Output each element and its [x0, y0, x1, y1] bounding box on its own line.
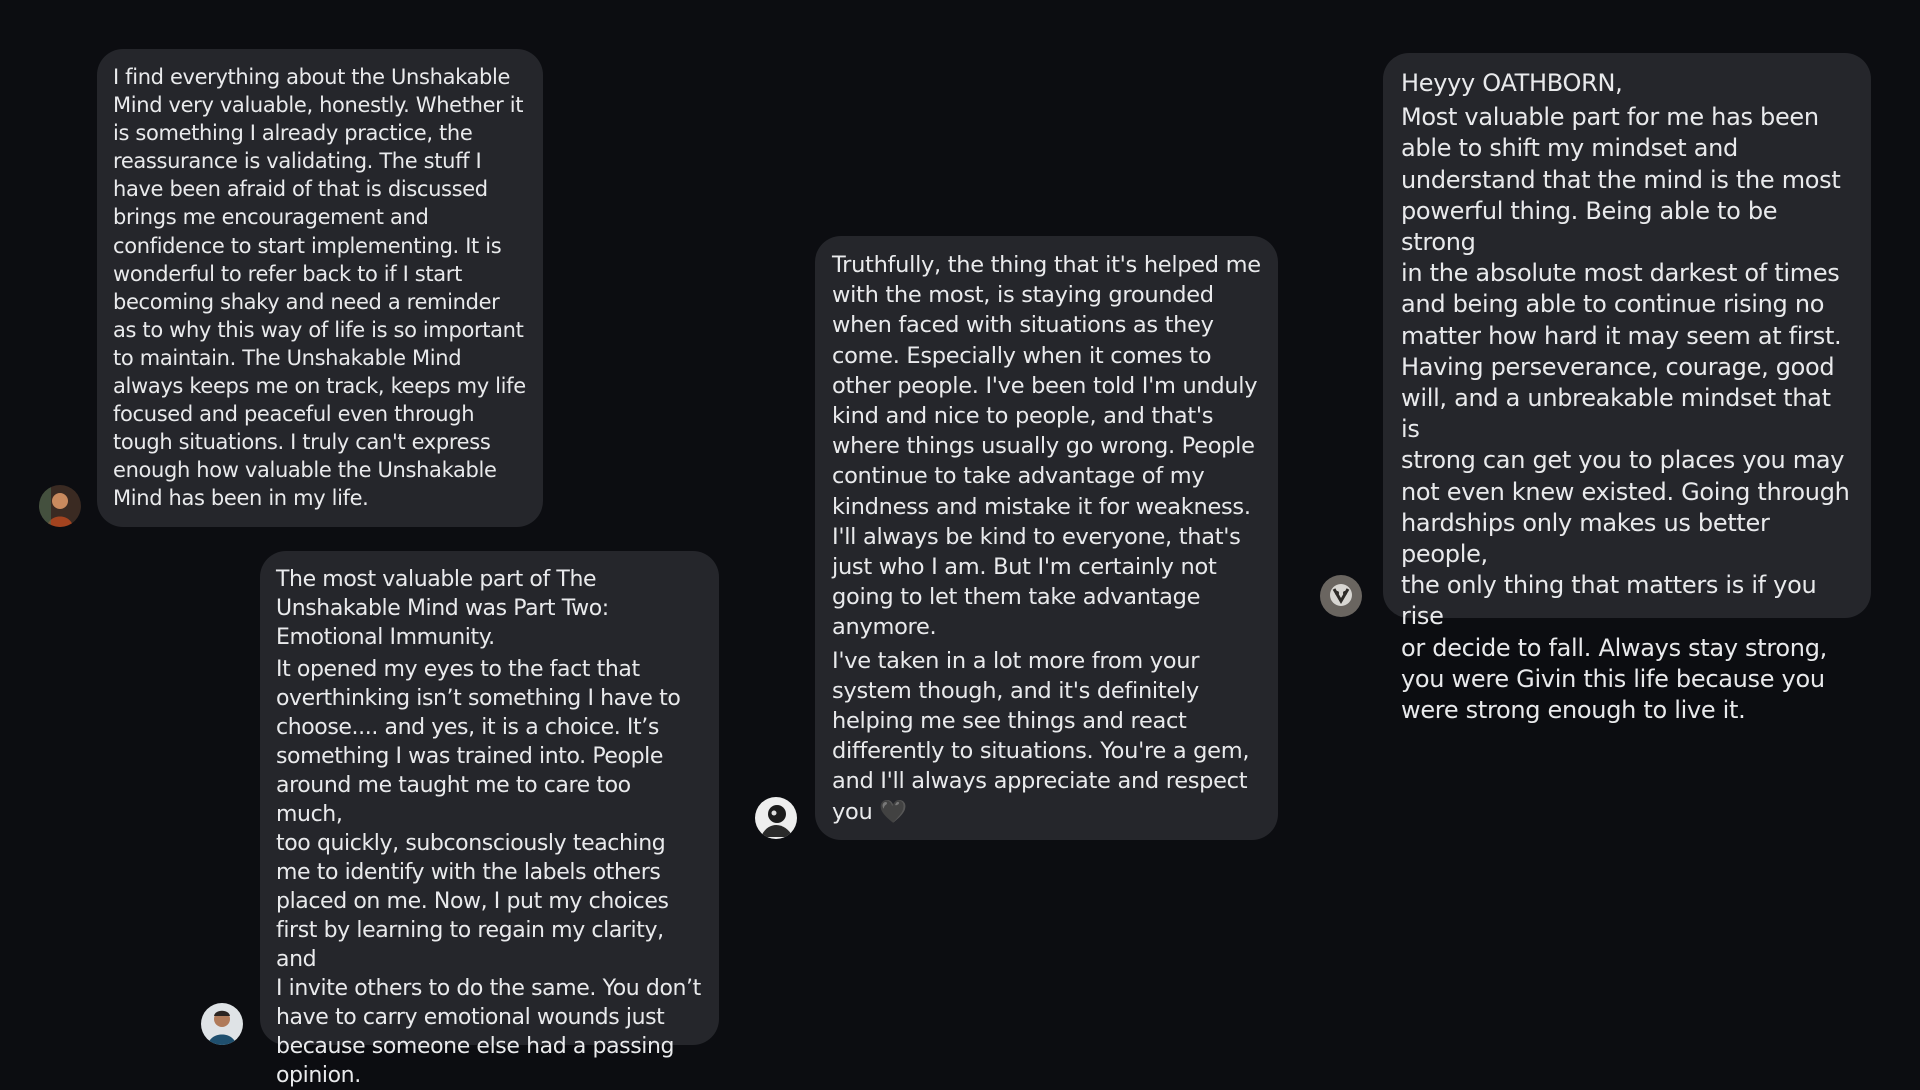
user-avatar-icon: [39, 485, 81, 527]
message-bubble: [815, 236, 1278, 840]
avatar[interactable]: [1320, 575, 1362, 617]
avatar[interactable]: [755, 797, 797, 839]
user-avatar-icon: [201, 1003, 243, 1045]
avatar[interactable]: [39, 485, 81, 527]
message-text: I've taken in a lot more from your system though, and it's definitely helping me see things and react differently to situations. You're a gem, and I'll always appreciate and respect you 🖤: [832, 647, 1250, 825]
avatar[interactable]: [201, 1003, 243, 1045]
message-text: Most valuable part for me has been able to shift my mindset and understand that the mind is the most powerful thing. Being able to be strong in the absolute most darkest of times and being able to continue rising no matter how hard it may seem at first. Having perseverance, courage, good will, and a unbreakable mindset that is strong can get you to places you may not even knew existed. Going through hardships only makes us better people, the only thing that matters is if you rise or decide to fall. Always stay strong, you were Givin this life because you were strong enough to live it.: [1401, 103, 1850, 725]
user-avatar-icon: [1320, 575, 1362, 617]
message-bubble: [260, 551, 719, 1088]
user-avatar-icon: [755, 797, 797, 839]
message-text: The most valuable part of The Unshakable Mind was Part Two: Emotional Immunity.: [276, 567, 609, 650]
message-bubble: [1383, 53, 1871, 725]
message-text: It opened my eyes to the fact that overthinking isn’t something I have to choose.... and yes, it is a choice. It’s something I was trained into. People around me taught me to care too much, too quickly, subconsciously teaching me to identify with the labels others placed on me. Now, I put my choices first by learning to regain my clarity, and I invite others to do the same. You don’t have to carry emotional wounds just because someone else had a passing opinion.: [276, 657, 701, 1088]
message-bubble: [97, 49, 543, 527]
message-text: Heyyy OATHBORN,: [1401, 69, 1623, 97]
message-text: I find everything about the Unshakable Mind very valuable, honestly. Whether it is something I already practice, the reassurance is validating. The stuff I have been afraid of that is discussed brings me encouragement and confidence to start implementing. It is wonderful to refer back to if I start becoming shaky and need a reminder as to why this way of life is so important to maintain. The Unshakable Mind always keeps me on track, keeps my life focused and peaceful even through tough situations. I truly can't express enough how valuable the Unshakable Mind has been in my life.: [113, 65, 526, 511]
message-text: Truthfully, the thing that it's helped me with the most, is staying grounded when faced with situations as they come. Especially when it comes to other people. I've been told I'm unduly kind and nice to people, and that's where things usually go wrong. People continue to take advantage of my kindness and mistake it for weakness. I'll always be kind to everyone, that's just who I am. But I'm certainly not going to let them take advantage anymore.: [832, 252, 1261, 641]
